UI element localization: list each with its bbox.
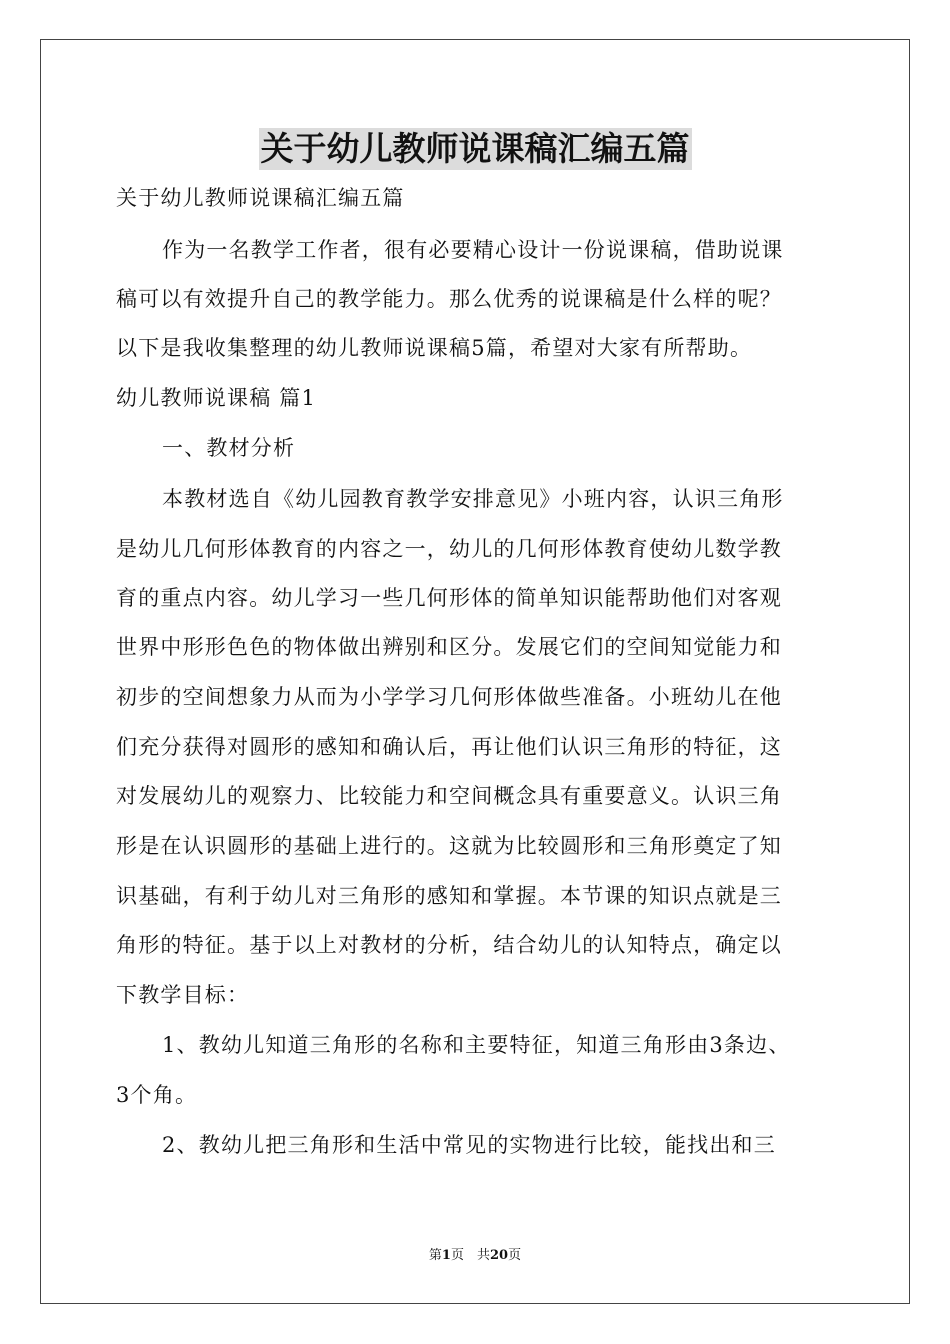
paragraph-line: 初步的空间想象力从而为小学学习几何形体做些准备。小班幼儿在他 [116, 685, 782, 709]
section-heading: 幼儿教师说课稿 篇1 [116, 386, 317, 410]
paragraph-line: 育的重点内容。幼儿学习一些几何形体的简单知识能帮助他们对客观 [116, 586, 782, 610]
paragraph-line: 稿可以有效提升自己的教学能力。那么优秀的说课稿是什么样的呢？ [116, 287, 782, 311]
list-item-line: 1、教幼儿知道三角形的名称和主要特征，知道三角形由3条边、 [162, 1033, 791, 1057]
footer-suffix: 页 [508, 1248, 522, 1263]
paragraph-line: 角形的特征。基于以上对教材的分析，结合幼儿的认知特点，确定以 [116, 933, 782, 957]
paragraph-line: 形是在认识圆形的基础上进行的。这就为比较圆形和三角形奠定了知 [116, 834, 782, 858]
paragraph-line: 识基础，有利于幼儿对三角形的感知和掌握。本节课的知识点就是三 [116, 884, 782, 908]
paragraph-line: 以下是我收集整理的幼儿教师说课稿5篇，希望对大家有所帮助。 [116, 336, 753, 360]
paragraph-line: 是幼儿几何形体教育的内容之一，幼儿的几何形体教育使幼儿数学教 [116, 537, 782, 561]
document-title: 关于幼儿教师说课稿汇编五篇 [260, 129, 690, 168]
footer-page-total: 20 [489, 1248, 509, 1263]
footer-mid: 页 共 [450, 1248, 490, 1263]
paragraph-line: 作为一名教学工作者，很有必要精心设计一份说课稿，借助说课 [162, 238, 784, 262]
paragraph-line: 对发展幼儿的观察力、比较能力和空间概念具有重要意义。认识三角 [116, 784, 782, 808]
page-footer [0, 1247, 950, 1265]
paragraph-line: 下教学目标： [116, 983, 250, 1007]
list-item-line: 3个角。 [116, 1083, 198, 1107]
page-border [40, 39, 910, 1304]
paragraph-line: 世界中形形色色的物体做出辨别和区分。发展它们的空间知觉能力和 [116, 635, 782, 659]
subtitle-line: 关于幼儿教师说课稿汇编五篇 [116, 186, 405, 210]
paragraph-line: 们充分获得对圆形的感知和确认后，再让他们认识三角形的特征，这 [116, 735, 782, 759]
paragraph-line: 本教材选自《幼儿园教育教学安排意见》小班内容，认识三角形 [162, 487, 784, 511]
list-item-line: 2、教幼儿把三角形和生活中常见的实物进行比较，能找出和三 [162, 1133, 776, 1157]
subsection-heading: 一、教材分析 [162, 436, 296, 460]
footer-page-number: 1 [441, 1248, 451, 1263]
footer-prefix: 第 [428, 1248, 442, 1263]
title-wrap [0, 128, 950, 170]
